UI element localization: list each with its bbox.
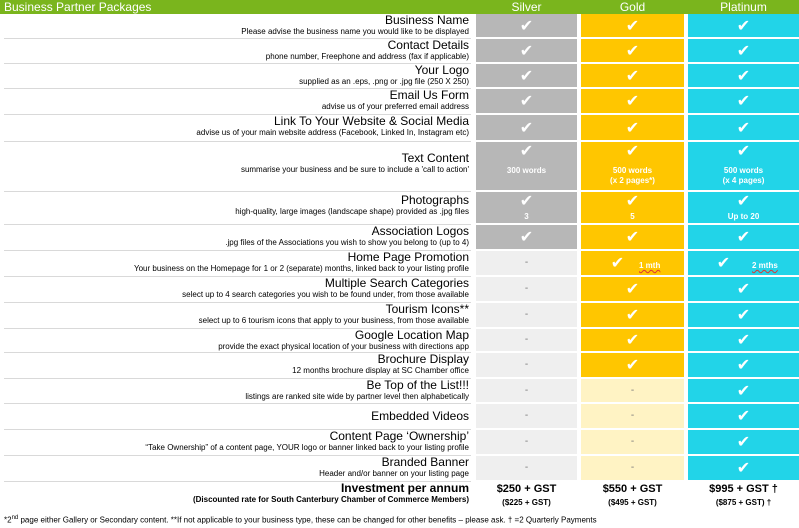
tier-cell-platinum	[688, 192, 799, 223]
tier-cell-gold	[581, 39, 684, 62]
tier-cell-platinum	[688, 14, 799, 37]
check-icon: ✔	[519, 117, 534, 137]
tier-cell-gold	[581, 430, 684, 454]
tier-cell-platinum	[688, 430, 799, 454]
tier-cell-silver	[476, 404, 577, 428]
tier-cell-platinum	[688, 404, 799, 428]
feature-title: Tourism Icons**	[385, 303, 469, 316]
feature-row	[4, 404, 471, 430]
feature-row	[4, 89, 471, 115]
check-icon: ✔	[736, 279, 751, 298]
feature-title: Be Top of the List!!!	[366, 379, 469, 392]
price-platinum: $995 + GST † ($875 + GST) †	[709, 483, 778, 507]
check-icon: ✔	[625, 355, 640, 374]
feature-title: Link To Your Website & Social Media	[273, 115, 469, 128]
feature-description: Header and/or banner on your listing page	[319, 469, 469, 478]
tier-cell-gold	[581, 225, 684, 249]
photo-count: 3	[524, 212, 529, 221]
feature-row	[4, 142, 471, 192]
dash-mark: -	[524, 462, 529, 473]
tier-cell-silver	[476, 379, 577, 402]
feature-description: 12 months brochure display at SC Chamber office	[292, 366, 469, 375]
check-icon: ✔	[736, 40, 751, 60]
feature-title: Brochure Display	[377, 353, 469, 366]
check-icon: ✔	[736, 117, 751, 137]
tier-cell-silver	[476, 430, 577, 454]
price-cell-silver	[476, 482, 577, 510]
header-title: Business Partner Packages	[4, 0, 152, 14]
tier-cell-silver	[476, 142, 577, 190]
feature-row	[4, 277, 471, 303]
tier-cell-platinum	[688, 456, 799, 480]
tier-cell-silver	[476, 456, 577, 480]
tier-cell-gold	[581, 329, 684, 351]
dash-mark: -	[630, 410, 635, 421]
tier-cell-silver	[476, 39, 577, 62]
check-icon: ✔	[736, 355, 751, 374]
feature-title: Branded Banner	[381, 456, 469, 469]
tier-cell-platinum	[688, 115, 799, 140]
investment-note: (Discounted rate for South Canterbury Chamber of Commerce Members)	[192, 495, 469, 504]
check-icon: ✔	[736, 141, 751, 160]
dash-mark: -	[524, 384, 529, 396]
tier-cell-gold	[581, 456, 684, 480]
feature-title: Embedded Videos	[371, 409, 469, 423]
footnote: *2nd page either Gallery or Secondary content. **If not applicable to your business type, these can be changed for other benefits – please ask. † =2 Quarterly Payments	[4, 515, 597, 525]
investment-title: Investment per annum	[340, 482, 469, 495]
tier-cell-silver	[476, 303, 577, 327]
feature-row	[4, 329, 471, 353]
check-icon: ✔	[736, 15, 751, 35]
tier-cell-silver	[476, 115, 577, 140]
tier-cell-platinum	[688, 277, 799, 301]
feature-description: advise us of your preferred email address	[321, 102, 469, 111]
tier-cell-gold	[581, 303, 684, 327]
tier-cell-gold	[581, 277, 684, 301]
word-count: 500 words (x 4 pages)	[722, 166, 765, 185]
dash-mark: -	[524, 410, 529, 421]
tier-cell-platinum	[688, 89, 799, 113]
dash-mark: -	[524, 359, 529, 370]
tier-cell-gold	[581, 14, 684, 37]
feature-description: select up to 6 tourism icons that apply to your business, from those available	[198, 316, 469, 325]
check-icon: ✔	[519, 141, 534, 160]
check-icon: ✔	[716, 253, 731, 272]
feature-description: advise us of your main website address (Facebook, Linked In, Instagram etc)	[196, 128, 469, 137]
feature-row	[4, 353, 471, 379]
feature-description: provide the exact physical location of your business with directions app	[218, 342, 469, 351]
tier-cell-gold	[581, 353, 684, 377]
tier-cell-platinum	[688, 142, 799, 190]
feature-description: Please advise the business name you would like to be displayed	[241, 27, 469, 36]
dash-mark: -	[524, 257, 529, 268]
dash-mark: -	[630, 462, 635, 473]
check-icon: ✔	[625, 330, 640, 349]
feature-description: Your business on the Homepage for 1 or 2 (separate) months, linked back to your listing profile	[134, 264, 469, 273]
tier-cell-gold	[581, 192, 684, 223]
tier-cell-gold	[581, 142, 684, 190]
tier-cell-platinum	[688, 251, 799, 275]
price-silver: $250 + GST ($225 + GST)	[496, 483, 557, 507]
feature-description: select up to 4 search categories you wish to be found under, from those available	[182, 290, 469, 299]
tier-cell-silver	[476, 353, 577, 377]
tier-cell-gold	[581, 379, 684, 402]
tier-cell-silver	[476, 225, 577, 249]
feature-title: Google Location Map	[354, 329, 469, 342]
check-icon: ✔	[610, 253, 625, 272]
feature-description: phone number, Freephone and address (fax if applicable)	[265, 52, 469, 61]
header-tier-gold: Gold	[619, 0, 646, 14]
feature-description: “Take Ownership” of a content page, YOUR logo or banner linked back to your listing profile	[145, 443, 469, 452]
check-icon: ✔	[625, 141, 640, 160]
check-icon: ✔	[736, 191, 751, 210]
check-icon: ✔	[625, 15, 640, 35]
dash-mark: -	[630, 436, 635, 447]
check-icon: ✔	[625, 227, 640, 246]
tier-cell-platinum	[688, 379, 799, 402]
price-cell-gold	[581, 482, 684, 510]
tier-cell-platinum	[688, 303, 799, 327]
feature-row	[4, 303, 471, 329]
feature-title: Email Us Form	[389, 89, 469, 102]
check-icon: ✔	[519, 227, 534, 246]
tier-cell-gold	[581, 64, 684, 87]
word-count: 300 words	[506, 166, 547, 175]
tier-cell-platinum	[688, 225, 799, 249]
price-cell-platinum	[688, 482, 799, 510]
check-icon: ✔	[736, 380, 751, 400]
feature-title: Text Content	[401, 151, 469, 165]
photo-count: 5	[630, 212, 635, 221]
check-icon: ✔	[519, 40, 534, 60]
feature-row	[4, 14, 471, 39]
feature-description: supplied as an .eps, .png or .jpg file (250 X 250)	[299, 77, 469, 86]
tier-cell-platinum	[688, 39, 799, 62]
feature-row	[4, 64, 471, 89]
feature-row	[4, 456, 471, 482]
feature-title: Business Name	[384, 14, 469, 27]
feature-title: Home Page Promotion	[347, 251, 469, 264]
feature-description: summarise your business and be sure to include a 'call to action'	[240, 165, 469, 174]
feature-row	[4, 430, 471, 456]
tier-cell-platinum	[688, 329, 799, 351]
dash-mark: -	[630, 384, 635, 396]
tier-cell-silver	[476, 89, 577, 113]
header-tier-silver: Silver	[511, 0, 542, 14]
dash-mark: -	[524, 436, 529, 447]
tier-cell-gold	[581, 89, 684, 113]
check-icon: ✔	[736, 432, 751, 451]
tier-cell-platinum	[688, 64, 799, 87]
tier-cell-platinum	[688, 353, 799, 377]
tier-cell-gold	[581, 115, 684, 140]
feature-description: listings are ranked site wide by partner level then alphabetically	[245, 392, 469, 401]
feature-description: high-quality, large images (landscape shape) provided as .jpg files	[235, 207, 469, 216]
check-icon: ✔	[625, 65, 640, 85]
dash-mark: -	[524, 334, 529, 345]
check-icon: ✔	[736, 458, 751, 477]
check-icon: ✔	[625, 117, 640, 137]
tier-cell-silver	[476, 64, 577, 87]
feature-row	[4, 225, 471, 251]
tier-cell-silver	[476, 14, 577, 37]
header-tier-platinum: Platinum	[720, 0, 767, 14]
feature-description: .jpg files of the Associations you wish to show you belong to (up to 4)	[225, 238, 469, 247]
dash-mark: -	[524, 283, 529, 294]
investment-row	[4, 482, 471, 510]
photo-count: Up to 20	[727, 212, 760, 221]
check-icon: ✔	[519, 91, 534, 110]
feature-row	[4, 192, 471, 225]
check-icon: ✔	[519, 191, 534, 210]
feature-title: Contact Details	[387, 39, 469, 52]
feature-title: Your Logo	[414, 64, 469, 77]
check-icon: ✔	[625, 305, 640, 324]
feature-title: Photographs	[400, 193, 469, 207]
check-icon: ✔	[519, 15, 534, 35]
tier-cell-silver	[476, 277, 577, 301]
feature-row	[4, 39, 471, 64]
promotion-duration: 2 mths	[752, 261, 778, 270]
dash-mark: -	[524, 309, 529, 320]
check-icon: ✔	[519, 65, 534, 85]
check-icon: ✔	[625, 91, 640, 110]
check-icon: ✔	[625, 191, 640, 210]
check-icon: ✔	[625, 279, 640, 298]
tier-cell-silver	[476, 329, 577, 351]
check-icon: ✔	[736, 65, 751, 85]
feature-row	[4, 115, 471, 142]
tier-cell-silver	[476, 192, 577, 223]
check-icon: ✔	[736, 406, 751, 425]
feature-row	[4, 379, 471, 404]
check-icon: ✔	[736, 91, 751, 110]
feature-title: Multiple Search Categories	[324, 277, 469, 290]
feature-row	[4, 251, 471, 277]
promotion-duration: 1 mth	[639, 261, 661, 270]
check-icon: ✔	[736, 227, 751, 246]
check-icon: ✔	[736, 305, 751, 324]
price-gold: $550 + GST ($495 + GST)	[602, 483, 663, 507]
tier-cell-gold	[581, 404, 684, 428]
feature-title: Association Logos	[371, 225, 469, 238]
word-count: 500 words (x 2 pages*)	[610, 166, 655, 185]
check-icon: ✔	[625, 40, 640, 60]
feature-title: Content Page ‘Ownership’	[329, 430, 469, 443]
check-icon: ✔	[736, 330, 751, 349]
